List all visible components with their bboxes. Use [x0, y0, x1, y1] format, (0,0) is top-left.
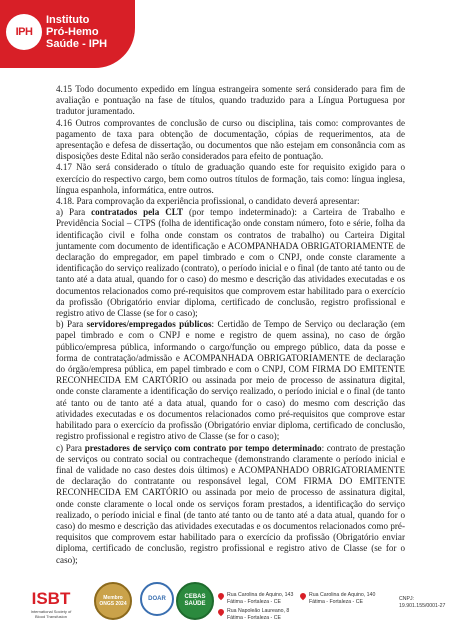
item-b-bold: servidores/empregados públicos [86, 319, 212, 330]
address-2 [218, 608, 289, 621]
cnpj-label: CNPJ: [399, 596, 414, 602]
paragraph-4-15: 4.15 Todo documento expedido em língua estrangeira somente será considerado para fim de avaliação e pontuação na fase de títulos, quando traduzido para a Língua Portuguesa por tradutor juramentado. [56, 84, 405, 117]
item-a-prefix: a) Para [56, 207, 92, 218]
iph-logo [6, 14, 42, 50]
ongs-seal-text: Membro ONGS 2024 [99, 595, 127, 607]
address-line: Rua Napoleão Laureano, 8 [227, 608, 290, 614]
ongs-seal [94, 582, 132, 620]
item-a [56, 207, 405, 319]
doar-seal [140, 582, 174, 616]
header-band [0, 0, 135, 68]
item-c-prefix: c) Para [56, 442, 85, 453]
address-3 [300, 592, 375, 605]
address-line: Rua Carolina de Aquino, 143 [227, 592, 294, 598]
item-b-text: : Certidão de Tempo de Serviço ou declaração (em papel timbrado e com o CNPJ e nome e registro de quem assina), no caso de órgão público/empresa pública, informando o cargo/função ou emprego público, data da posse e forma de contratação/admissão e ACOMPANHADA OBRIGATORIAMENTE de declaração do órgão/empresa pública, em papel timbrado e com o CNPJ, COM FIRMA DO EMITENTE RECONHECIDA EM CARTÓRIO ou assinada por meio de processo de assinatura digital, onde conste claramente a identificação do serviço realizado, o período inicial e o final (de tanto até tanto ou de tanto até a data atual, quando for o caso) do mesmo com descrição das atividades executadas e os documentos relacionados como pré-requisitos que comprove estar habilitado para o exercício da profissão (Obrigatório enviar diploma, certificado de conclusão, registro profissional e registro ativo de Classe (se for o caso); [56, 319, 406, 442]
brand-line: Saúde - IPH [46, 38, 108, 50]
item-a-text: (por tempo indeterminado): a Carteira de Trabalho e Previdência Social – CTPS (folha de identificação onde constam número, foto e série, folha da identificação civil e folha onde constam os contratos de trabalho) ou Carteira Digital juntamente com documento de identificação e ACOMPANHADA OBRIGATORIAMENTE de declaração do empregador, em papel timbrado e com o CNPJ, onde conste claramente a identificação do serviço realizado (contrato), o período inicial e o final (de tanto até tanto ou de tanto até a data atual, quando for o caso) do mesmo e descrição das atividades executadas e os documentos relacionados como pré-requisitos que comprovem estar habilitado para o exercício da profissão (Obrigatório enviar diploma, certificado de conclusão, registro profissional e registro ativo de Classe (se for o caso); [56, 207, 405, 319]
address-1 [218, 592, 293, 605]
location-pin-icon [299, 592, 307, 600]
item-b-prefix: b) Para [56, 319, 87, 330]
brand-line: Pró-Hemo [46, 26, 99, 38]
address-line: Fátima - Fortaleza - CE [227, 614, 281, 621]
cebas-seal [176, 582, 214, 620]
isbt-logo [26, 582, 76, 626]
address-line: Rua Carolina de Aquino, 140 [309, 592, 376, 598]
location-pin-icon [217, 592, 225, 600]
iph-logo-text: IPH [15, 26, 33, 38]
brand-line: Instituto [46, 14, 90, 26]
isbt-logo-text: ISBT [31, 589, 71, 608]
footer [0, 574, 461, 640]
doar-seal-text: DOAR [148, 596, 166, 602]
document-body [56, 84, 405, 566]
cebas-seal-text: CEBAS SAÚDE [184, 594, 206, 607]
address-line: Fátima - Fortaleza - CE [227, 598, 281, 605]
isbt-caption: International Society of Blood Transfusion [30, 609, 72, 619]
address-line: Fátima - Fortaleza - CE [309, 598, 363, 605]
cnpj-value: 19.901.155/0001-27 [399, 603, 446, 609]
cnpj [399, 596, 445, 610]
brand-name [46, 14, 132, 50]
item-c [56, 443, 405, 566]
item-c-text: : contrato de prestação de serviços ou contrato social ou contracheque (demonstrando claramente o período inicial e final de validade no caso destes dois últimos) e ACOMPANHADO OBRIGATORIAMENTE de declaração do contratante ou responsável legal, COM FIRMA DO EMITENTE RECONHECIDA EM CARTÓRIO ou assinada por meio de processo de assinatura digital, onde conste claramente o local onde os serviços foram prestados, a identificação do serviço realizado, o período inicial e final (de tanto até tanto ou de tanto até a data atual, quando for o caso) do mesmo e descrição das atividades executadas e os documentos relacionados como pré-requisitos que comprovem estar habilitado para o exercício da profissão (Obrigatório enviar diploma, certificado de conclusão, registro profissional e registro ativo de Classe (se for o caso); [56, 442, 406, 565]
item-c-bold: prestadores de serviço com contrato por tempo determinado [84, 442, 322, 453]
item-a-bold: contratados pela CLT [91, 207, 184, 218]
paragraph-4-17: 4.17 Não será considerado o título de graduação quando este for requisito exigido para o exercício do respectivo cargo, bem como outros títulos de formação, tais como: língua inglesa, língua espanhola, informática, entre outros. [56, 162, 405, 195]
item-b [56, 319, 405, 442]
location-pin-icon [217, 608, 225, 616]
paragraph-4-18: 4.18. Para comprovação da experiência profissional, o candidato deverá apresentar: [56, 196, 360, 207]
paragraph-4-16: 4.16 Outros comprovantes de conclusão de curso ou disciplina, tais como: comprovantes de pagamento de taxa para obtenção de documentação, cópias de requerimentos, ata de apresentação e defesa de dissertação, ou documentos que não estejam em consonância com as disposições deste Edital não serão considerados para efeito de pontuação. [56, 117, 405, 162]
